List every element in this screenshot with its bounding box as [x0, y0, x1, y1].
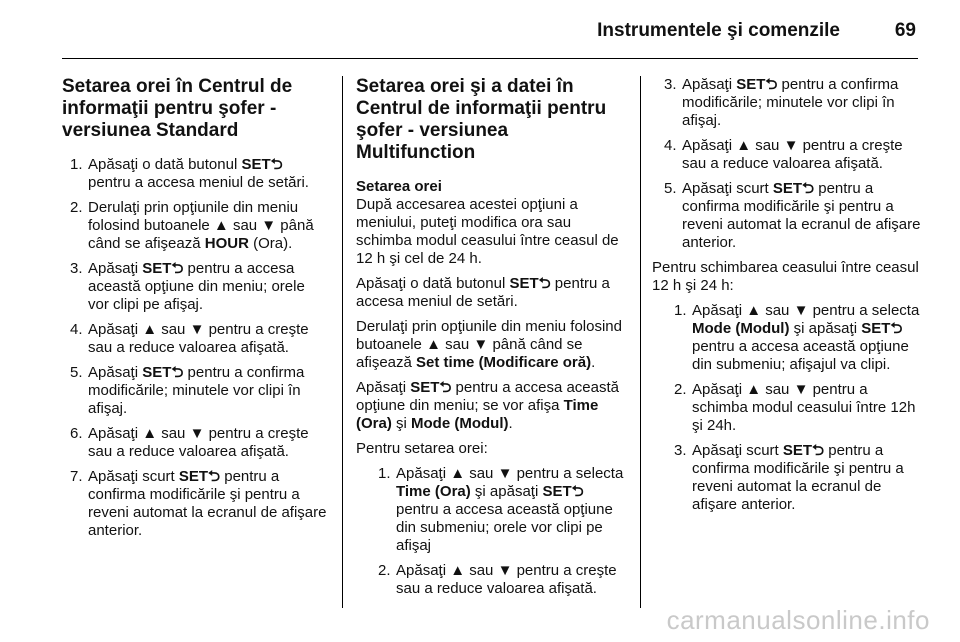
column-multifunction: [356, 76, 624, 605]
paragraph: Pentru schimbarea ceasului între ceasul 12 h şi 24 h:: [652, 259, 919, 294]
list-item: 6. Apăsaţi ▲ sau ▼ pentru a creşte sau a reduce valoarea afişată.: [70, 425, 309, 460]
paragraph: Apăsaţi o dată butonul SET⮌ pentru a accesa meniul de setări.: [356, 275, 610, 310]
header-title: Instrumentele şi comenzile: [597, 20, 840, 41]
list-item: 1. Apăsaţi ▲ sau ▼ pentru a selecta Mode (Modul) şi apăsaţi SET⮌ pentru a accesa această opţiune din submeniu; afişajul va clipi.: [674, 302, 920, 373]
paragraph: Pentru setarea orei:: [356, 440, 488, 457]
list-item: 1. Apăsaţi ▲ sau ▼ pentru a selecta Time (Ora) şi apăsaţi SET⮌ pentru a accesa această opţiune din submeniu; orele vor clipi pe afişaj: [378, 465, 624, 554]
list-item: 2. Derulaţi prin opţiunile din meniu folosind butoanele ▲ sau ▼ până când se afişează HOUR (Ora).: [70, 199, 314, 252]
page-header: [62, 12, 918, 59]
subheading-time: Setarea orei: [356, 178, 442, 195]
steps-list-time: [370, 465, 624, 598]
watermark: carmanualsonline.info: [666, 605, 930, 635]
list-item: 3. Apăsaţi scurt SET⮌ pentru a confirma modificările şi pentru a reveni automat la ecranul de afişare anterior.: [674, 442, 904, 513]
list-item: 2. Apăsaţi ▲ sau ▼ pentru a creşte sau a reduce valoarea afişată.: [378, 562, 617, 597]
page-number: 69: [894, 20, 916, 41]
paragraph: Derulaţi prin opţiunile din meniu folosind butoanele ▲ sau ▼ până când se afişează Set time (Modificare oră).: [356, 318, 622, 371]
list-item: 5. Apăsaţi scurt SET⮌ pentru a confirma modificările şi pentru a reveni automat la ecranul de afişare anterior.: [664, 180, 921, 251]
list-item: 7. Apăsaţi scurt SET⮌ pentru a confirma modificările şi pentru a reveni automat la ecranul de afişare anterior.: [70, 468, 327, 539]
column-continued: [652, 76, 924, 521]
list-item: 3. Apăsaţi SET⮌ pentru a confirma modificările; minutele vor clipi în afişaj.: [664, 76, 899, 129]
steps-list-standard: [62, 156, 328, 540]
list-item: 3. Apăsaţi SET⮌ pentru a accesa această opţiune din meniu; orele vor clipi pe afişaj.: [70, 260, 305, 313]
list-item: 4. Apăsaţi ▲ sau ▼ pentru a creşte sau a reduce valoarea afişată.: [70, 321, 309, 356]
list-item: 5. Apăsaţi SET⮌ pentru a confirma modificările; minutele vor clipi în afişaj.: [70, 364, 305, 417]
column-divider: [640, 76, 641, 608]
list-item: 1. Apăsaţi o dată butonul SET⮌ pentru a accesa meniul de setări.: [70, 156, 309, 191]
paragraph: După accesarea acestei opţiuni a meniului, puteţi modifica ora sau schimba modul ceasului între ceasul de 12 h şi cel de 24 h.: [356, 196, 619, 267]
steps-list-mode: [666, 302, 924, 514]
column-standard: [62, 76, 328, 547]
section-heading-multifunction: Setarea orei şi a datei în Centrul de informaţii pentru şofer - versiunea Multifunction: [356, 76, 607, 163]
column-divider: [342, 76, 343, 608]
section-heading-standard: Setarea orei în Centrul de informaţii pentru şofer - versiunea Standard: [62, 76, 293, 141]
paragraph: Apăsaţi SET⮌ pentru a accesa această opţiune din meniu; se vor afişa Time (Ora) şi Mode (Modul).: [356, 379, 619, 432]
list-item: 4. Apăsaţi ▲ sau ▼ pentru a creşte sau a reduce valoarea afişată.: [664, 137, 903, 172]
steps-list-time-continued: [656, 76, 924, 252]
list-item: 2. Apăsaţi ▲ sau ▼ pentru a schimba modul ceasului între 12h şi 24h.: [674, 381, 916, 434]
